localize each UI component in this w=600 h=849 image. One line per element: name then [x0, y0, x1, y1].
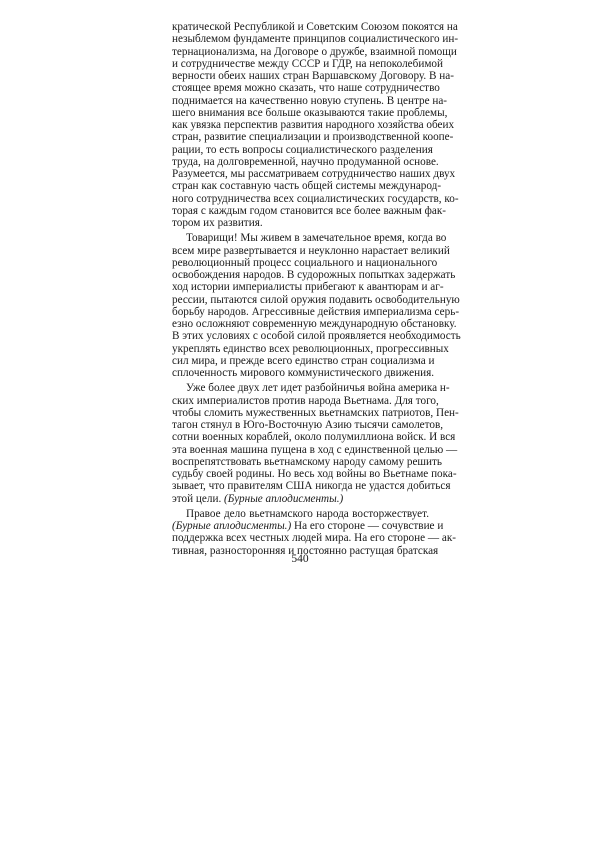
- text-line: всем мире развертывается и неуклонно нарастает великий: [172, 244, 450, 257]
- text-line: революционный процесс социального и национального: [172, 256, 438, 269]
- text-line: кратической Республикой и Советским Союзом покоятся на: [172, 21, 458, 33]
- text-fragment: этой цели.: [172, 492, 222, 505]
- text-line: Уже более двух лет идет разбойничья война америка н-: [186, 382, 450, 395]
- text-line: ного сотрудничества всех социалистических государств, ко-: [172, 192, 459, 205]
- text-line: борьбу народов. Агрессивные действия империализма серь-: [172, 305, 460, 318]
- text-line: Товарищи! Мы живем в замечательное время, когда во: [186, 232, 447, 245]
- text-line: зывает, что правителям США никогда не удастся добиться: [172, 480, 451, 493]
- text-line: тивная, разносторонняя и постоянно растущая братская: [172, 544, 439, 557]
- text-line: воспрепятствовать вьетнамскому народу самому решить: [172, 455, 443, 468]
- text-line: стран как составную часть общей системы международ-: [172, 180, 442, 193]
- text-line: тагон стянул в Юго-Восточную Азию тысячи самолетов,: [172, 419, 444, 431]
- text-line: езно осложняют современную международную обстановку.: [172, 318, 457, 330]
- paragraph-vietnam-war: [172, 382, 459, 505]
- text-line: верности обеих наших стран Варшавскому Договору. В на-: [172, 70, 454, 82]
- text-line: сил мира, и прежде всего единство стран социализма и: [172, 354, 435, 367]
- text-line: рессии, пытаются силой оружия подавить освободительную: [172, 293, 460, 306]
- text-line: освобождения народов. В судорожных попытках задержать: [172, 269, 456, 281]
- text-line: Правое дело вьетнамского народа восторжествует.: [186, 507, 429, 520]
- text-line: стран, развитие специализации и производственной коопе-: [172, 131, 454, 144]
- text-line: судьбу своей родины. Но весь ход войны во Вьетнаме пока-: [172, 468, 457, 480]
- text-line: торая с каждым годом становится все более важным фак-: [172, 204, 447, 217]
- text-line: поднимается на качественно новую ступень. В центре на-: [172, 94, 448, 107]
- text-line: и сотрудничестве между СССР и ГДР, на непоколебимой: [172, 57, 443, 70]
- text-line: сплоченность мирового коммунистического движения.: [172, 367, 435, 379]
- applause-note: (Бурные аплодисменты.): [224, 492, 344, 505]
- text-line: эта военная машина пущена в ход с единственной целью —: [172, 443, 458, 456]
- paragraph-cooperation: [172, 21, 459, 229]
- text-line: рации, то есть вопросы социалистического разделения: [172, 143, 433, 156]
- text-line: незыблемом фундаменте принципов социалистического ин-: [172, 33, 459, 46]
- text-line: Разумеется, мы рассматриваем сотрудничество наших двух: [172, 168, 456, 180]
- text-line: сотни военных кораблей, около полумиллиона войск. И вся: [172, 431, 456, 444]
- text-line: тернационализма, на Договоре о дружбе, взаимной помощи: [172, 45, 457, 58]
- text-line: чтобы сломить мужественных вьетнамских патриотов, Пен-: [172, 406, 459, 419]
- text-line: поддержка всех честных людей мира. На его стороне — ак-: [172, 532, 456, 545]
- text-line: ских империалистов против народа Вьетнама. Для того,: [172, 394, 439, 407]
- text-line: [172, 520, 444, 532]
- text-line: шего внимания все больше оказываются такие проблемы,: [172, 106, 448, 119]
- text-fragment: На его стороне — сочувствие и: [291, 520, 444, 532]
- text-line: укреплять единство всех революционных, прогрессивных: [172, 342, 449, 355]
- text-line: труда, на долговременной, научно продуманной основе.: [172, 155, 439, 168]
- text-line: тором их развития.: [172, 217, 263, 229]
- applause-note: (Бурные аплодисменты.): [172, 520, 292, 532]
- text-line: ход истории империалисты прибегают к авантюрам и аг-: [172, 281, 444, 294]
- text-line: В этих условиях с особой силой проявляется необходимость: [172, 330, 461, 343]
- text-line: стоящее время можно сказать, что наше сотрудничество: [172, 82, 440, 95]
- paragraph-comrades: [172, 232, 461, 379]
- body-text: [172, 21, 461, 557]
- text-line: [172, 493, 429, 505]
- paragraph-vietnam-cause: [172, 507, 456, 557]
- page-number: 540: [291, 553, 309, 565]
- text-line: как увязка перспектив развития народного хозяйства обеих: [172, 119, 455, 131]
